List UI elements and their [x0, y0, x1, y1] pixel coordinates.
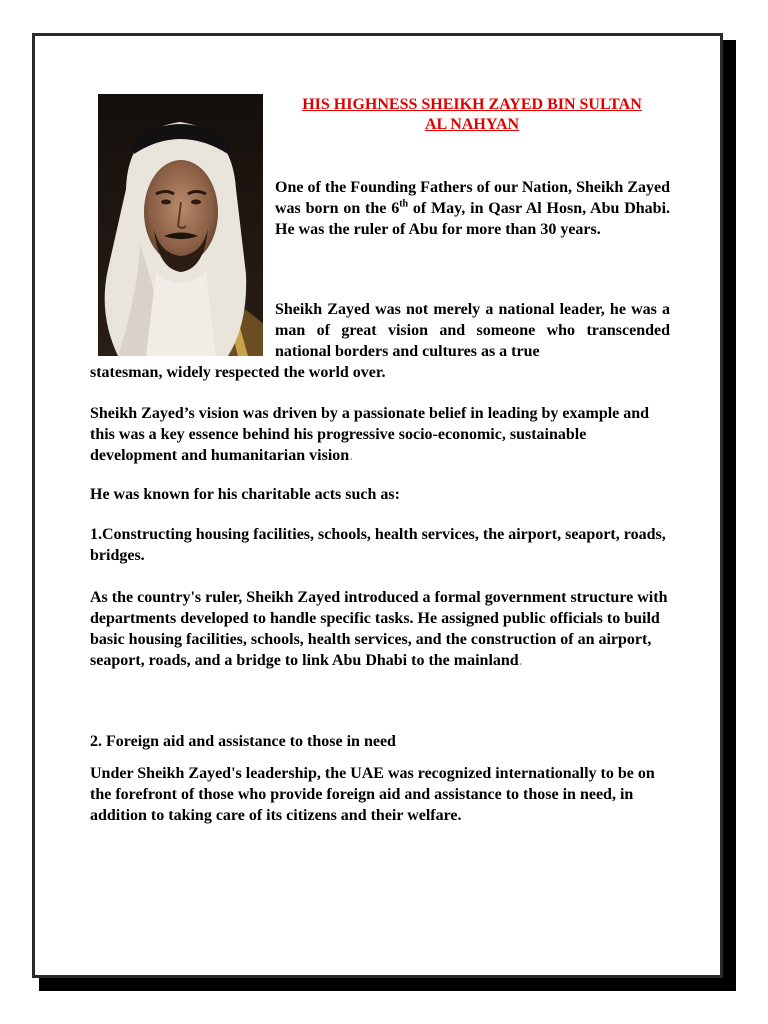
intro-paragraph	[275, 177, 670, 240]
item1-heading: 1.Constructing housing facilities, schools, health services, the airport, seaport, roads, bridges.	[90, 526, 666, 564]
intro-text-end: of May, in Qasr Al Hosn, Abu Dhabi. He was the ruler of Abu for more than 30 years.	[275, 200, 671, 238]
item1-body	[90, 587, 670, 671]
title-line-2: AL NAHYAN	[424, 116, 520, 133]
leader-paragraph-continued: statesman, widely respected the world over.	[90, 364, 386, 381]
item2-heading: 2. Foreign aid and assistance to those in need	[90, 733, 396, 750]
intro-superscript: th	[399, 198, 409, 210]
vision-period: .	[349, 447, 354, 464]
page-title	[276, 95, 668, 135]
charity-intro: He was known for his charitable acts such as:	[90, 486, 400, 503]
portrait-photo	[98, 94, 263, 356]
vision-paragraph	[90, 403, 670, 466]
item2-body: Under Sheikh Zayed's leadership, the UAE was recognized internationally to be on the forefront of those who provide foreign aid and assistance to those in need, in addition to taking care of its citizens and their welfare.	[90, 765, 655, 824]
portrait-icon	[98, 94, 263, 356]
item1-body-text: As the country's ruler, Sheikh Zayed introduced a formal government structure with departments developed to handle specific tasks. He assigned public officials to build basic housing facilities, schools, health services, and the construction of an airport, seaport, roads, and a bridge to link Abu Dhabi to the mainland	[90, 589, 668, 669]
vision-text: Sheikh Zayed’s vision was driven by a passionate belief in leading by example and this was a key essence behind his progressive socio-economic, sustainable development and humanitarian vision	[90, 405, 650, 464]
leader-paragraph-indented: Sheikh Zayed was not merely a national leader, he was a man of great vision and someone who transcended national borders and cultures as a true	[275, 301, 670, 360]
intro-text-start: One of the Founding Fathers of our Nation, Sheikh Zayed was born on the 6	[275, 179, 670, 217]
item1-period: .	[518, 652, 523, 669]
title-line-1: HIS HIGHNESS SHEIKH ZAYED BIN SULTAN	[302, 96, 642, 113]
